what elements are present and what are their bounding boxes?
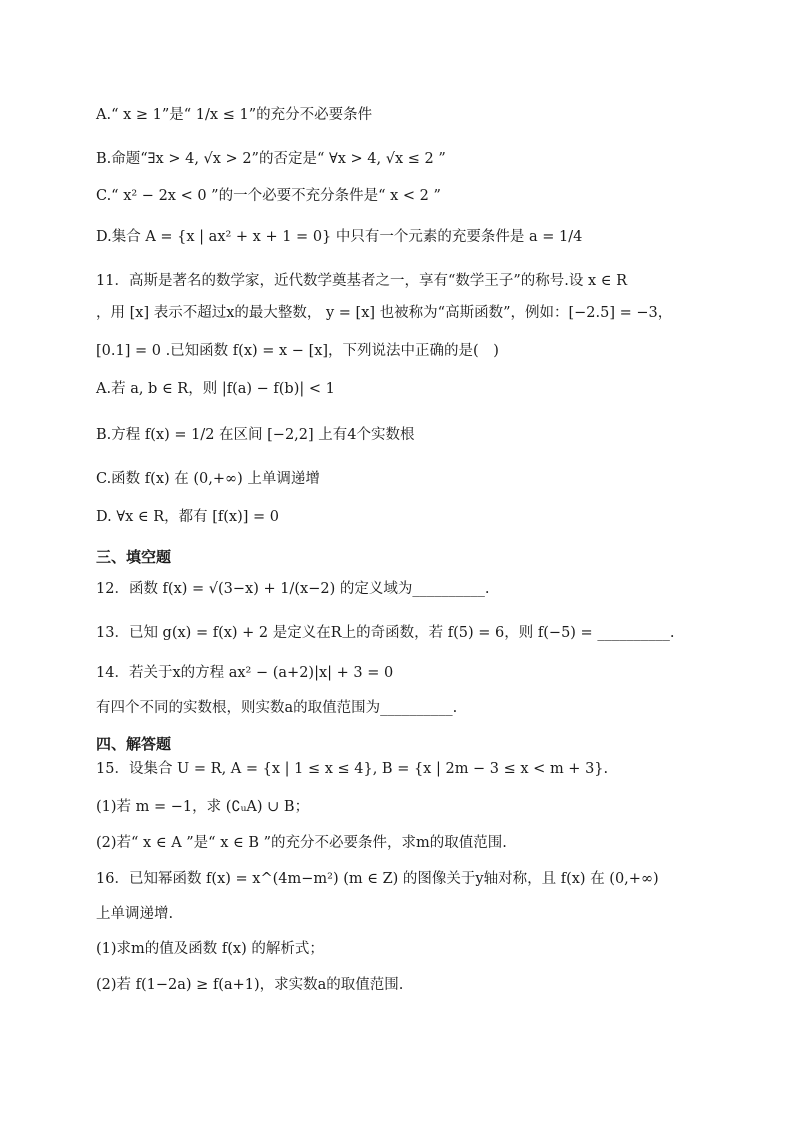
q14-line2: 有四个不同的实数根，则实数a的取值范围为__________. — [96, 700, 458, 716]
q15-part2: (2)若“ x ∈ A ”是“ x ∈ B ”的充分不必要条件，求m的取值范围. — [96, 835, 507, 851]
section-heading-solve: 四、解答题 — [96, 735, 172, 753]
q11-stem-line2: ，用 [x] 表示不超过x的最大整数， y = [x] 也被称为“高斯函数”，例如：[−2.5] = −3， — [96, 305, 673, 321]
q15-stem: 15．设集合 U = R, A = {x | 1 ≤ x ≤ 4}, B = {x | 2m − 3 ≤ x < m + 3}. — [96, 761, 609, 777]
q12: 12．函数 f(x) = √(3−x) + 1/(x−2) 的定义域为__________. — [96, 581, 490, 597]
q16-part2: (2)若 f(1−2a) ≥ f(a+1)，求实数a的取值范围. — [96, 977, 404, 993]
section-heading-fill: 三、填空题 — [96, 548, 172, 566]
q10-option-b: B.命题“∃x > 4, √x > 2”的否定是“ ∀x > 4, √x ≤ 2 ” — [96, 151, 446, 167]
q11-option-c: C.函数 f(x) 在 (0,+∞) 上单调递增 — [96, 471, 320, 487]
q11-option-b: B.方程 f(x) = 1/2 在区间 [−2,2] 上有4个实数根 — [96, 427, 415, 443]
q16-stem-line1: 16．已知幂函数 f(x) = x^(4m−m²) (m ∈ Z) 的图像关于y轴对称，且 f(x) 在 (0,+∞) — [96, 871, 659, 887]
q11-stem-line1: 11．高斯是著名的数学家，近代数学奠基者之一，享有“数学王子”的称号.设 x ∈ R — [96, 273, 628, 289]
q11-option-a: A.若 a, b ∈ R，则 |f(a) − f(b)| < 1 — [96, 381, 335, 397]
q11-stem-line3: [0.1] = 0 .已知函数 f(x) = x − [x]，下列说法中正确的是( ) — [96, 343, 499, 359]
q13: 13．已知 g(x) = f(x) + 2 是定义在R上的奇函数，若 f(5) = 6，则 f(−5) = __________. — [96, 625, 675, 641]
q10-option-c: C.“ x² − 2x < 0 ”的一个必要不充分条件是“ x < 2 ” — [96, 188, 441, 204]
q15-part1: (1)若 m = −1，求 (∁ᵤA) ∪ B； — [96, 799, 310, 815]
q10-option-a: A.“ x ≥ 1”是“ 1/x ≤ 1”的充分不必要条件 — [96, 107, 373, 123]
q10-option-d: D.集合 A = {x | ax² + x + 1 = 0} 中只有一个元素的充要条件是 a = 1/4 — [96, 229, 583, 245]
q14-line1: 14．若关于x的方程 ax² − (a+2)|x| + 3 = 0 — [96, 665, 394, 681]
q11-option-d: D. ∀x ∈ R，都有 [f(x)] = 0 — [96, 509, 279, 525]
q16-stem-line2: 上单调递增. — [96, 906, 174, 922]
q16-part1: (1)求m的值及函数 f(x) 的解析式； — [96, 941, 324, 957]
